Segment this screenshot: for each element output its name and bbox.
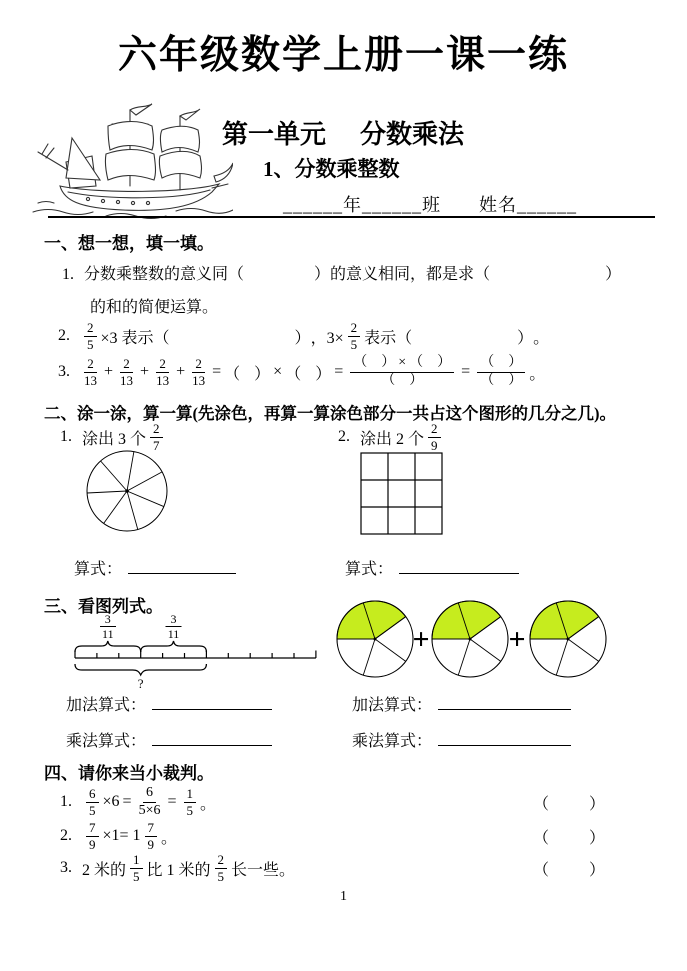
q3-number: 3. xyxy=(58,363,70,380)
numerator: 2 xyxy=(348,321,361,337)
denominator: 5 xyxy=(186,802,193,818)
numerator: 7 xyxy=(86,821,99,837)
denominator: 13 xyxy=(84,372,97,388)
denominator: 7 xyxy=(153,437,160,453)
q1-text1: 分数乘整数的意义同 xyxy=(84,266,229,283)
blank-parens xyxy=(480,374,522,389)
plus-sign: + xyxy=(104,363,114,380)
grid-ninths-diagram xyxy=(360,452,443,535)
blank-parens xyxy=(228,261,330,284)
judge-parens xyxy=(533,825,605,848)
fraction xyxy=(184,787,197,817)
item2-text: 涂出 2 个 xyxy=(360,430,425,448)
year-label: 年 xyxy=(343,195,362,215)
fraction xyxy=(84,357,97,387)
multiplication-label: 乘法算式： xyxy=(352,733,433,750)
addition-label: 加法算式： xyxy=(352,697,433,714)
rparen: ） xyxy=(381,354,396,370)
equals-sign: = xyxy=(461,363,471,380)
fraction-blank xyxy=(350,356,454,388)
lparen: （ xyxy=(224,365,241,383)
lparen: （ xyxy=(409,354,424,370)
equals-sign: = xyxy=(167,793,177,810)
fraction xyxy=(120,357,133,387)
numerator: 2 xyxy=(84,357,97,373)
numerator: 6 xyxy=(143,786,156,803)
denominator: 13 xyxy=(120,372,134,388)
rparen: ） xyxy=(315,365,332,383)
fraction xyxy=(348,321,361,351)
rparen: ） xyxy=(605,266,622,283)
rparen: ） xyxy=(508,372,523,388)
fraction xyxy=(150,422,163,452)
fraction xyxy=(215,853,228,883)
blank-parens xyxy=(409,356,451,371)
denominator: 9 xyxy=(431,437,438,453)
numerator: 1 xyxy=(184,787,197,803)
addition-label: 加法算式： xyxy=(66,697,147,714)
s2-item2-label xyxy=(338,422,445,452)
answer-blank xyxy=(152,696,272,710)
blank-parens xyxy=(381,374,423,389)
lparen: （ xyxy=(474,266,491,283)
q1-text2: 的意义相同，都是求 xyxy=(330,266,475,283)
year-blank: ______ xyxy=(283,195,343,215)
q1-number: 1. xyxy=(60,793,72,810)
blank-parens xyxy=(285,361,331,384)
q3-text3: 长一些。 xyxy=(231,861,296,879)
blank-parens xyxy=(224,361,270,384)
numerator: 2 xyxy=(84,321,97,337)
period: 。 xyxy=(200,795,217,813)
denominator: 9 xyxy=(147,836,155,852)
q2-text: ×1= 1 xyxy=(102,827,141,844)
name-blank: ______ xyxy=(517,195,577,215)
period: 。 xyxy=(161,829,178,847)
lparen: （ xyxy=(228,266,245,283)
s1-q3-row xyxy=(58,353,545,391)
s3-right-add-row xyxy=(352,692,571,715)
s3-left-mul-row xyxy=(66,728,272,751)
fraction xyxy=(156,357,169,387)
equals-sign: = xyxy=(334,363,344,380)
item2-number: 2. xyxy=(338,428,350,445)
fraction xyxy=(86,787,99,817)
denominator: 9 xyxy=(89,836,96,852)
numerator: 2 xyxy=(192,357,205,373)
period: 。 xyxy=(529,365,546,383)
name-label: 姓名 xyxy=(479,195,517,215)
brace2-fraction-numerator: 3 xyxy=(170,612,177,626)
denominator: 13 xyxy=(156,372,170,388)
s4-q3-row xyxy=(0,850,687,886)
rparen: ） xyxy=(314,266,331,283)
question-mark-label: ? xyxy=(137,676,144,691)
rparen: ） xyxy=(589,829,606,847)
page-number: 1 xyxy=(340,889,347,904)
denominator: 5 xyxy=(89,802,96,818)
numerator: 2 xyxy=(156,357,169,373)
lparen: （ xyxy=(381,372,396,388)
s2-item1-label xyxy=(60,422,167,452)
s3-left-add-row xyxy=(66,692,272,715)
denominator: 5 xyxy=(87,336,94,352)
fraction xyxy=(130,853,143,883)
denominator: 5 xyxy=(350,336,358,352)
item1-number: 1. xyxy=(60,428,72,445)
rparen: ） xyxy=(517,329,534,347)
lparen: （ xyxy=(533,861,550,879)
lparen: （ xyxy=(533,795,550,813)
rparen: ） xyxy=(437,354,452,370)
lparen: （ xyxy=(533,829,550,847)
s3-right-mul-row xyxy=(352,728,571,751)
numerator: 6 xyxy=(86,787,99,803)
multiplication-label: 乘法算式： xyxy=(66,733,147,750)
blank-parens xyxy=(480,356,522,371)
brace2-fraction-denominator: 11 xyxy=(167,627,180,641)
expression-label: 算式： xyxy=(345,561,394,578)
page-title: 六年级数学上册一课一练 xyxy=(117,34,569,77)
expression-label: 算式： xyxy=(74,561,123,578)
answer-blank xyxy=(152,732,272,746)
q1-continuation: 的和的简便运算。 xyxy=(90,299,219,316)
judge-parens xyxy=(533,791,605,814)
circle-sevenths-diagram xyxy=(85,449,169,533)
answer-blank xyxy=(438,696,571,710)
plus-sign: + xyxy=(176,363,186,380)
numerator: 2 xyxy=(428,422,441,438)
brace1-fraction-denominator: 11 xyxy=(102,627,114,641)
answer-blank xyxy=(399,560,519,574)
s2-expr2 xyxy=(345,556,519,579)
section2-heading: 二、涂一涂，算一算(先涂色，再算一算涂色部分一共占这个图形的几分之几)。 xyxy=(44,404,616,423)
s1-q1-cont xyxy=(90,294,218,317)
q3-number: 3. xyxy=(60,859,72,876)
name-line xyxy=(283,191,577,217)
class-label: 班 xyxy=(422,195,441,215)
denominator: 5 xyxy=(133,868,140,884)
header-divider xyxy=(48,216,655,218)
fraction xyxy=(428,422,441,452)
section4-heading: 四、请你来当小裁判。 xyxy=(44,764,214,783)
lparen: （ xyxy=(353,354,368,370)
item1-text: 涂出 3 个 xyxy=(82,430,147,448)
fraction-blank xyxy=(477,356,525,388)
lparen: （ xyxy=(396,329,413,347)
class-blank: ______ xyxy=(362,195,422,215)
lesson-title: 1、分数乘整数 xyxy=(263,157,400,181)
numerator: 2 xyxy=(215,853,228,869)
lparen: （ xyxy=(285,365,302,383)
numerator: 7 xyxy=(145,821,158,837)
s1-q2-row xyxy=(58,320,549,352)
plus-sign: + xyxy=(140,363,150,380)
plus-sign: + xyxy=(412,623,430,656)
unit-topic: 分数乘法 xyxy=(360,120,465,149)
denominator: 5 xyxy=(217,868,225,884)
fraction xyxy=(192,357,205,387)
pie-addition-diagram xyxy=(335,597,625,685)
judge-parens xyxy=(533,857,605,880)
fraction xyxy=(139,786,161,818)
plus-sign: + xyxy=(508,623,526,656)
ship-illustration xyxy=(28,100,233,222)
brace1-fraction-numerator: 3 xyxy=(104,612,111,626)
numerator: 2 xyxy=(120,357,133,373)
blank-parens xyxy=(396,325,533,348)
q2-number: 2. xyxy=(60,827,72,844)
answer-blank xyxy=(438,732,571,746)
equals-sign: = xyxy=(122,793,132,810)
unit-number: 第一单元 xyxy=(222,120,327,149)
number-line-diagram xyxy=(58,612,333,694)
s1-q1-row xyxy=(62,261,621,284)
rparen: ） xyxy=(508,354,523,370)
denominator: 5×6 xyxy=(138,802,161,818)
lparen: （ xyxy=(480,372,495,388)
q3-text2: 比 1 米的 xyxy=(146,861,211,879)
times-sign: × xyxy=(273,363,283,380)
fraction xyxy=(145,821,158,851)
s2-expr1 xyxy=(74,556,236,579)
fraction xyxy=(84,321,97,351)
rparen: ） xyxy=(589,861,606,879)
numerator: 1 xyxy=(130,853,143,869)
lparen: （ xyxy=(480,354,495,370)
rparen: ） xyxy=(254,365,271,383)
rparen: ） xyxy=(589,795,606,813)
blank-parens xyxy=(353,356,395,371)
s4-q1-row xyxy=(0,784,687,820)
q2-number: 2. xyxy=(58,327,70,344)
period: 。 xyxy=(533,329,550,347)
numerator: 2 xyxy=(150,422,163,438)
q1-number: 1. xyxy=(62,266,74,283)
rparen: ） xyxy=(294,329,311,347)
q1-text: ×6 xyxy=(102,793,120,810)
q2-text3: 表示 xyxy=(364,329,397,347)
q2-text2: ，3× xyxy=(310,329,344,347)
rparen: ） xyxy=(409,372,424,388)
times-sign: × xyxy=(398,354,407,370)
equals-sign: = xyxy=(212,363,222,380)
section1-heading: 一、想一想，填一填。 xyxy=(44,234,214,253)
section3-heading: 三、看图列式。 xyxy=(44,597,163,616)
denominator: 13 xyxy=(192,372,206,388)
fraction xyxy=(86,821,99,851)
q2-text1: ×3 表示 xyxy=(100,329,154,347)
answer-blank xyxy=(128,560,236,574)
blank-parens xyxy=(154,325,311,348)
unit-title xyxy=(222,114,464,151)
lparen: （ xyxy=(153,329,170,347)
s4-q2-row xyxy=(0,818,687,854)
q3-text1: 2 米的 xyxy=(82,861,127,879)
blank-parens xyxy=(474,261,621,284)
